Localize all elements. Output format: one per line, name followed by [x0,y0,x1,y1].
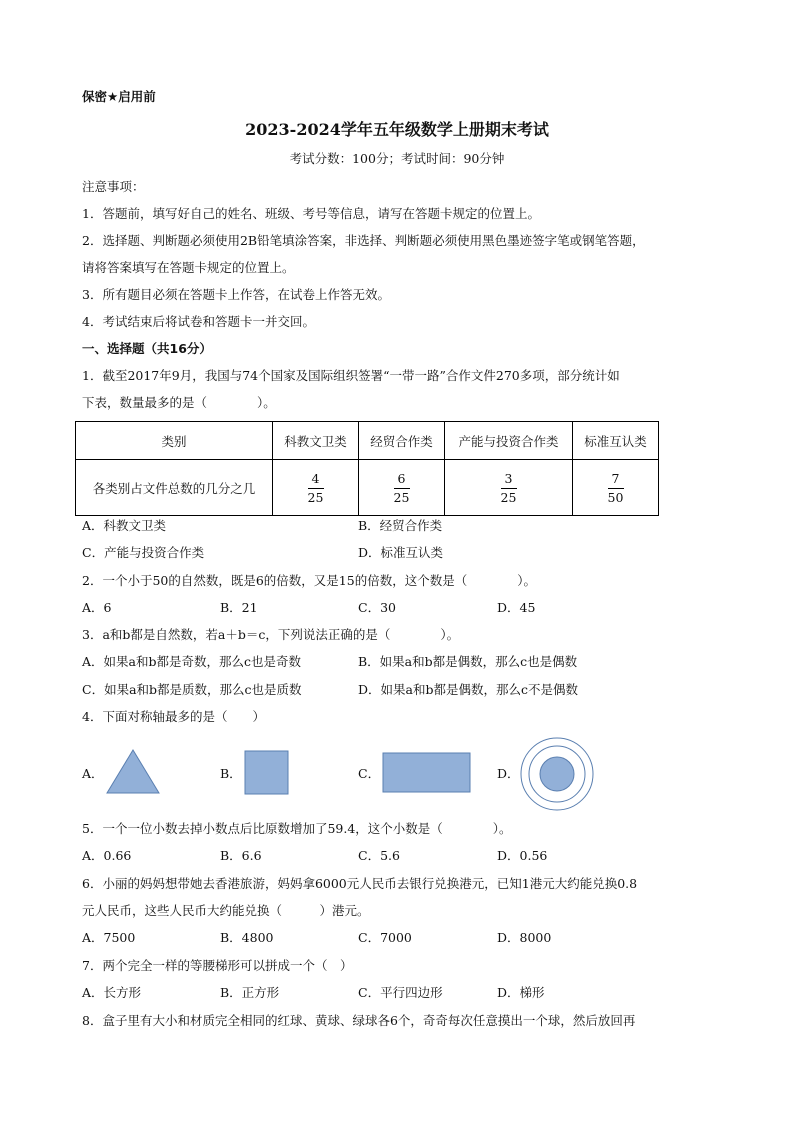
question-1-line-2: 下表，数量最多的是（ ）。 [82,395,276,410]
option-d[interactable]: D．梯形 [497,985,545,1000]
square-shape [244,750,290,796]
denominator: 50 [607,489,624,505]
option-c[interactable]: C．如果a和b都是质数，那么c也是质数 [82,682,302,697]
confidential-label: 保密★启用前 [82,89,156,104]
section-heading: 一、选择题（共16分） [82,341,212,356]
option-a[interactable]: A．科教文卫类 [82,518,167,533]
fraction [394,472,410,505]
option-a[interactable]: A．如果a和b都是奇数，那么c也是奇数 [82,654,301,669]
numerator: 4 [311,470,320,486]
question-6-line-2: 元人民币，这些人民币大约能兑换（ ）港元。 [82,903,370,918]
option-d[interactable]: D．如果a和b都是偶数，那么c不是偶数 [358,682,578,697]
option-b[interactable]: B．21 [220,600,258,615]
fraction-cell [445,460,573,516]
option-a[interactable]: A．6 [82,600,112,615]
option-b[interactable]: B．正方形 [220,985,280,1000]
question-6-line-1: 6．小丽的妈妈想带她去香港旅游，妈妈拿6000元人民币去银行兑换港元，已知1港元大约能兑换0.8 [82,876,638,891]
numerator: 6 [397,470,406,486]
exam-info: 考试分数：100分；考试时间：90分钟 [289,151,505,166]
ring-shape [519,736,595,812]
denominator: 25 [307,489,324,505]
table-header: 经贸合作类 [359,422,445,460]
option-c[interactable]: C．5.6 [358,848,400,863]
triangle-shape [104,748,162,796]
note-item: 2．选择题、判断题必须使用2B铅笔填涂答案，非选择、判断题必须使用黑色墨迹签字笔或钢笔答题， [82,233,645,248]
note-item: 4．考试结束后将试卷和答题卡一并交回。 [82,314,315,329]
question-7-stem: 7．两个完全一样的等腰梯形可以拼成一个（ ） [82,958,353,973]
notes-heading: 注意事项： [82,179,145,194]
option-a[interactable]: A． [82,766,104,781]
table-header: 产能与投资合作类 [445,422,573,460]
option-d[interactable]: D．8000 [497,930,552,945]
question-1-line-1: 1．截至2017年9月，我国与74个国家及国际组织签署“一带一路”合作文件270多项，部分统计如 [82,368,620,383]
option-a[interactable]: A．长方形 [82,985,142,1000]
option-d[interactable]: D．0.56 [497,848,548,863]
option-b[interactable]: B．如果a和b都是偶数，那么c也是偶数 [358,654,578,669]
table-header: 科教文卫类 [273,422,359,460]
note-item: 请将答案填写在答题卡规定的位置上。 [82,260,295,275]
fraction [501,472,517,505]
numerator: 3 [504,470,513,486]
fraction [308,472,324,505]
question-3-stem: 3．a和b都是自然数，若a＋b＝c，下列说法正确的是（ ）。 [82,627,460,642]
denominator: 25 [393,489,410,505]
question-8-line-1: 8．盒子里有大小和材质完全相同的红球、黄球、绿球各6个，奇奇每次任意摸出一个球，然后放回再 [82,1013,636,1028]
fraction-bar [308,488,324,489]
option-c[interactable]: C．30 [358,600,396,615]
fraction [608,472,624,505]
option-a[interactable]: A．0.66 [82,848,132,863]
fraction-bar [501,488,517,489]
fraction-bar [608,488,624,489]
table-header: 标准互认类 [573,422,659,460]
option-d[interactable]: D．45 [497,600,536,615]
option-b[interactable]: B． [220,766,242,781]
table-row-label: 各类别占文件总数的几分之几 [76,460,273,516]
fraction-bar [394,488,410,489]
fraction-cell [573,460,659,516]
option-a[interactable]: A．7500 [82,930,136,945]
fraction-cell [359,460,445,516]
question-2-stem: 2．一个小于50的自然数，既是6的倍数，又是15的倍数，这个数是（ ）。 [82,573,536,588]
rectangle-shape [382,752,472,794]
question-1-table [75,421,659,516]
option-b[interactable]: B．4800 [220,930,274,945]
option-c[interactable]: C．平行四边形 [358,985,443,1000]
fraction-cell [273,460,359,516]
table-header: 类别 [76,422,273,460]
option-d[interactable]: D． [497,766,520,781]
option-c[interactable]: C．7000 [358,930,412,945]
option-c[interactable]: C． [358,766,381,781]
question-4-stem: 4．下面对称轴最多的是（ ） [82,709,265,724]
option-d[interactable]: D．标准互认类 [358,545,444,560]
numerator: 7 [611,470,620,486]
page-title: 2023-2024学年五年级数学上册期末考试 [245,120,549,139]
option-c[interactable]: C．产能与投资合作类 [82,545,205,560]
option-b[interactable]: B．6.6 [220,848,262,863]
denominator: 25 [500,489,517,505]
note-item: 1．答题前，填写好自己的姓名、班级、考号等信息，请写在答题卡规定的位置上。 [82,206,540,221]
question-5-stem: 5．一个一位小数去掉小数点后比原数增加了59.4，这个小数是（ ）。 [82,821,512,836]
option-b[interactable]: B．经贸合作类 [358,518,443,533]
note-item: 3．所有题目必须在答题卡上作答，在试卷上作答无效。 [82,287,390,302]
